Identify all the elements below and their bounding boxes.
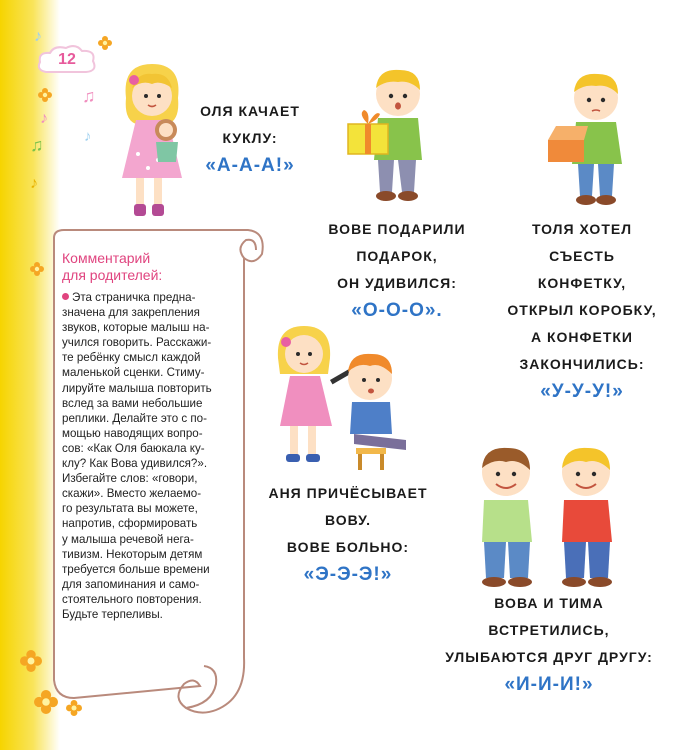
music-note-icon: ♪ <box>40 110 48 127</box>
comment-line: Будьте терпеливы. <box>62 607 163 621</box>
music-note-icon: ♫ <box>30 135 44 155</box>
comment-line: клу? Как Вова удивился?». <box>62 457 208 471</box>
caption-line: ВОВЕ БОЛЬНО: <box>286 539 410 555</box>
comment-line: вслед за вами небольшие <box>62 396 203 410</box>
music-note-icon: ♪ <box>30 175 38 192</box>
vova-and-tima-illustration <box>460 438 640 596</box>
caption-line: КУКЛУ: <box>222 130 278 146</box>
flower-icon <box>38 88 52 102</box>
caption-line: КОНФЕТКУ, <box>537 275 627 291</box>
comment-line: те ребёнку смысл каждой <box>62 351 201 365</box>
music-note-icon: ♫ <box>82 86 96 106</box>
comment-title-line: Комментарий <box>62 250 151 266</box>
comment-line-text: Эта страничка предна- <box>72 291 196 304</box>
caption-line: ПОДАРОК, <box>356 248 438 264</box>
caption-line: ОЛЯ КАЧАЕТ <box>200 103 300 119</box>
bullet-icon <box>62 293 69 300</box>
caption-anya <box>256 480 440 588</box>
comment-line: у малыша речевой нега- <box>62 532 194 546</box>
comment-line: звуков, которые малыш на- <box>62 321 210 335</box>
comment-body <box>62 290 244 622</box>
page-number-badge <box>36 44 98 78</box>
comment-line: для запоминания и само- <box>62 577 200 591</box>
music-note-icon: ♪ <box>84 128 92 145</box>
comment-line: Избегайте слов: «говори, <box>62 472 198 486</box>
comment-line: тивизм. Некоторым детям <box>62 547 203 561</box>
caption-sound: «Э-Э-Э!» <box>303 564 393 585</box>
comment-line: напротив, сформировать <box>62 517 198 531</box>
comment-line <box>62 290 244 305</box>
flower-icon <box>98 36 112 50</box>
olya-with-doll-illustration <box>108 58 198 226</box>
caption-line: ТОЛЯ ХОТЕЛ <box>531 221 633 237</box>
caption-tolya <box>486 216 678 405</box>
comment-line: учился говорить. Расскажи- <box>62 336 212 350</box>
caption-vova-tima <box>418 590 680 698</box>
caption-line: ВСТРЕТИЛИСЬ, <box>488 622 610 638</box>
page-number: 12 <box>58 51 76 68</box>
anya-combing-vova-illustration <box>272 318 412 476</box>
vova-with-gift-illustration <box>342 60 442 208</box>
comment-line: стоятельного повторения. <box>62 592 202 606</box>
caption-line: ОН УДИВИЛСЯ: <box>337 275 457 291</box>
caption-sound: «О-О-О». <box>351 300 443 321</box>
caption-line: ЗАКОНЧИЛИСЬ: <box>519 356 645 372</box>
comment-line: го результата вы можете, <box>62 502 198 516</box>
caption-line: УЛЫБАЮТСЯ ДРУГ ДРУГУ: <box>445 649 653 665</box>
caption-line: А КОНФЕТКИ <box>531 329 633 345</box>
caption-vova-gift <box>312 216 482 324</box>
caption-line: СЪЕСТЬ <box>549 248 615 264</box>
comment-line: скажи». Вместо желаемо- <box>62 487 202 501</box>
comment-line: мощью наводящих вопро- <box>62 426 203 440</box>
comment-line: лируйте малыша повторить <box>62 381 212 395</box>
caption-sound: «А-А-А!» <box>205 155 295 176</box>
comment-title <box>62 250 237 284</box>
music-note-icon: ♪ <box>34 28 42 45</box>
comment-line: требуется больше времени <box>62 562 210 576</box>
caption-line: АНЯ ПРИЧЁСЫВАЕТ <box>268 485 428 501</box>
comment-line: маленькой сценки. Стиму- <box>62 366 205 380</box>
caption-line: ОТКРЫЛ КОРОБКУ, <box>507 302 657 318</box>
caption-line: ВОВЕ ПОДАРИЛИ <box>328 221 466 237</box>
caption-sound: «И-И-И!» <box>504 674 594 695</box>
comment-title-line: для родителей: <box>62 267 163 283</box>
comment-line: значена для закрепления <box>62 306 200 320</box>
comment-line: сов: «Как Оля баюкала ку- <box>62 441 205 455</box>
flower-icon <box>20 650 42 672</box>
caption-line: ВОВА И ТИМА <box>494 595 604 611</box>
caption-line: ВОВУ. <box>324 512 372 528</box>
tolya-with-box-illustration <box>548 64 648 212</box>
caption-sound: «У-У-У!» <box>540 381 624 402</box>
comment-line: реплики. Делайте это с по- <box>62 411 207 425</box>
caption-olya <box>188 98 312 179</box>
